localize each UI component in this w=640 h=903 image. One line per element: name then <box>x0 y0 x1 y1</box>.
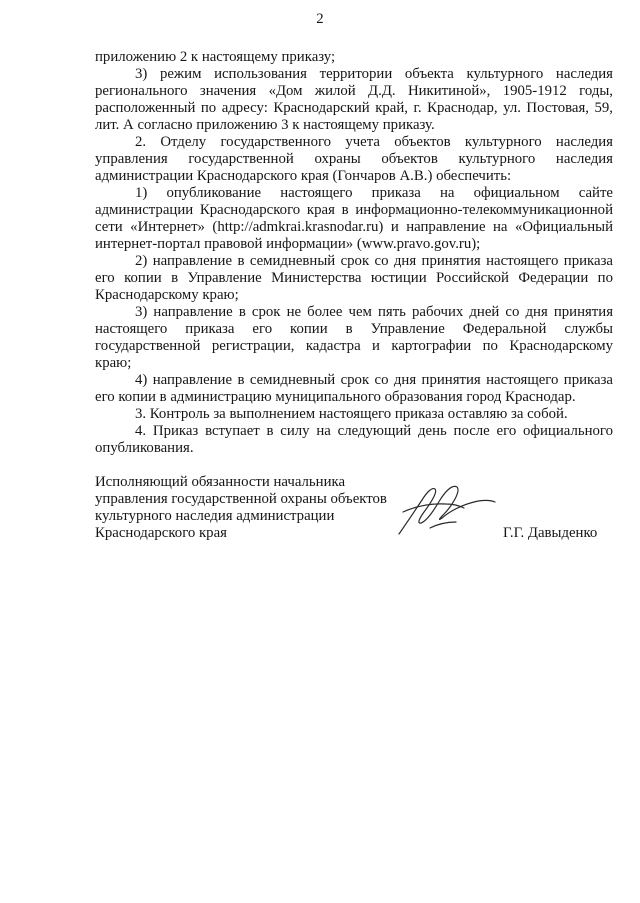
body-line: его копии в администрацию муниципального образования город Краснодар. <box>95 389 576 405</box>
body-line: 3) направление в срок не более чем пять рабочих дней со дня принятия <box>135 304 613 320</box>
body-line: 4) направление в семидневный срок со дня принятия настоящего приказа <box>135 372 613 388</box>
paragraph-item-2-justice <box>95 253 613 304</box>
body-line: лит. А согласно приложению 3 к настоящему приказу. <box>95 117 435 133</box>
paragraph-continuation <box>95 49 613 66</box>
body-line: опубликования. <box>95 440 194 456</box>
paragraph-item-1-publication <box>95 185 613 253</box>
document-body <box>95 49 613 457</box>
body-line: краю; <box>95 355 132 371</box>
body-line: 3) режим использования территории объекта культурного наследия <box>135 66 613 82</box>
paragraph-item-4-municipality <box>95 372 613 406</box>
body-line: сети «Интернет» (http://admkrai.krasnodar.ru) и направление на «Официальный <box>95 219 613 235</box>
body-line: государственной регистрации, кадастра и картографии по Краснодарскому <box>95 338 613 354</box>
body-line: 2. Отделу государственного учета объектов культурного наследия <box>135 134 613 150</box>
signatory-name: Г.Г. Давыденко <box>503 525 598 541</box>
paragraph-section-3 <box>95 406 613 423</box>
signatory-position-line: Краснодарского края <box>95 525 227 541</box>
body-line: 3. Контроль за выполнением настоящего приказа оставляю за собой. <box>135 406 568 422</box>
body-line: управления государственной охраны объектов культурного наследия <box>95 151 613 167</box>
signatory-position <box>95 474 425 542</box>
page-number: 2 <box>316 11 324 27</box>
handwritten-signature <box>394 478 498 538</box>
body-line: 1) опубликование настоящего приказа на официальном сайте <box>135 185 613 201</box>
paragraph-section-4 <box>95 423 613 457</box>
body-line: регионального значения «Дом жилой Д.Д. Никитиной», 1905-1912 годы, <box>95 83 613 99</box>
body-line: его копии в Управление Министерства юстиции Российской Федерации по <box>95 270 613 286</box>
body-line: администрации Краснодарского края в информационно-телекоммуникационной <box>95 202 613 218</box>
signatory-position-line: Исполняющий обязанности начальника <box>95 474 346 490</box>
body-line: настоящего приказа его копии в Управление Федеральной службы <box>95 321 613 337</box>
signatory-position-line: культурного наследия администрации <box>95 508 335 524</box>
body-line: 2) направление в семидневный срок со дня принятия настоящего приказа <box>135 253 613 269</box>
body-line: администрации Краснодарского края (Гончаров А.В.) обеспечить: <box>95 168 512 184</box>
body-line: Краснодарскому краю; <box>95 287 239 303</box>
paragraph-item-3-registry <box>95 304 613 372</box>
body-line: 4. Приказ вступает в силу на следующий день после его официального <box>135 423 613 439</box>
body-line: интернет-портал правовой информации» (www.pravo.gov.ru); <box>95 236 481 252</box>
body-line: расположенный по адресу: Краснодарский край, г. Краснодар, ул. Постовая, 59, <box>95 100 613 116</box>
signatory-position-line: управления государственной охраны объектов <box>95 491 387 507</box>
paragraph-section-2 <box>95 134 613 185</box>
body-line: приложению 2 к настоящему приказу; <box>95 49 336 65</box>
paragraph-item-3-regime <box>95 66 613 134</box>
